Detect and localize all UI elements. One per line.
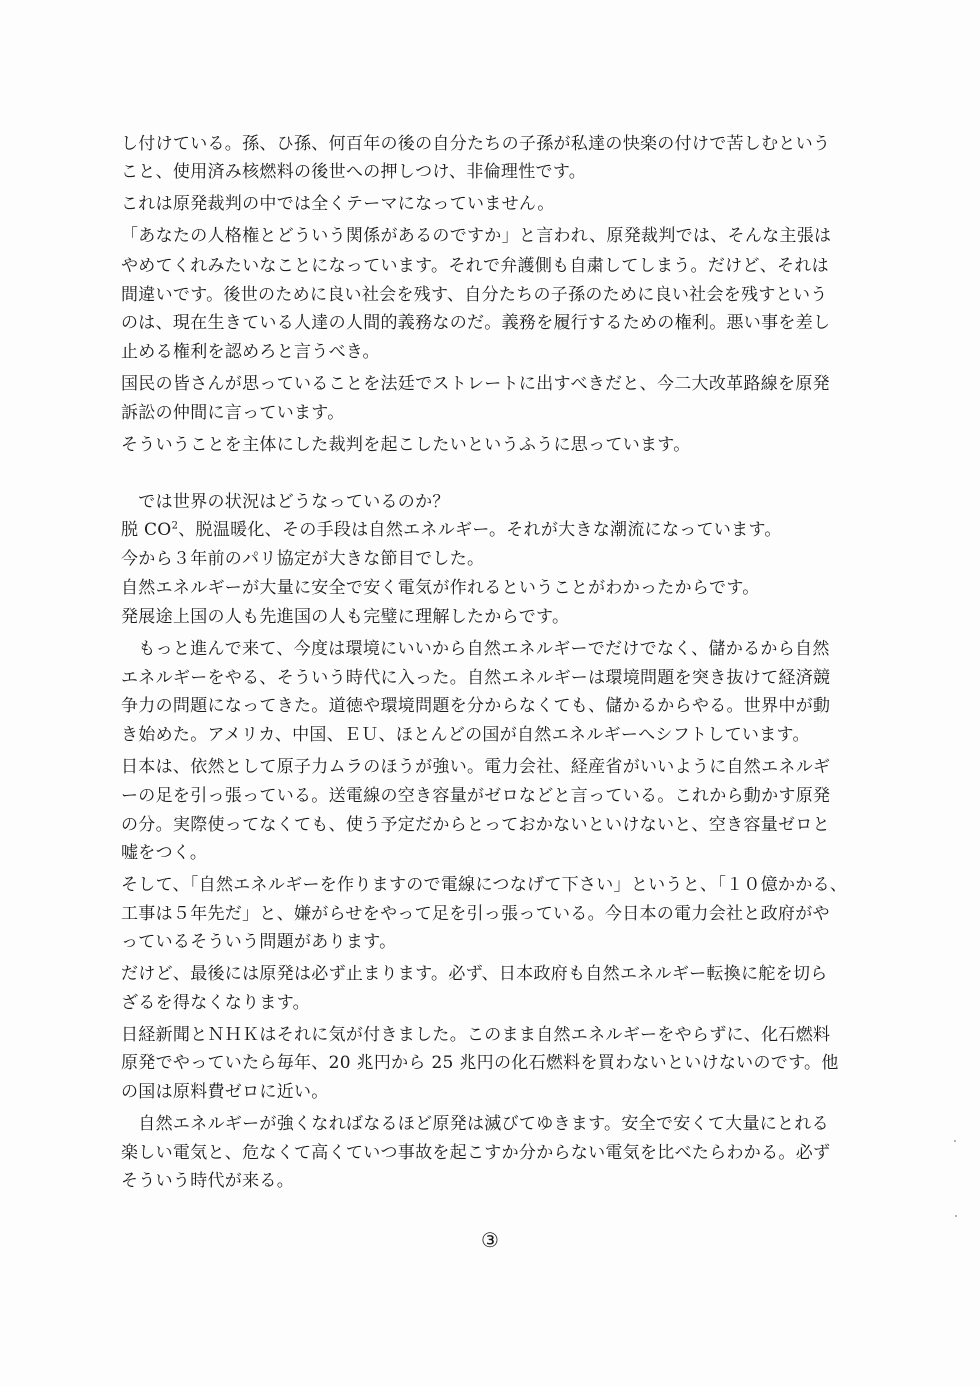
page-number: ③ — [481, 1228, 499, 1252]
text-line: 日経新聞とＮＨＫはそれに気が付きました。このまま自然エネルギーをやらずに、化石燃料 — [121, 1025, 831, 1045]
text-line: 原発でやっていたら毎年、20 兆円から 25 兆円の化石燃料を買わないといけないのです。他 — [121, 1053, 839, 1073]
text-line: 「あなたの人格権とどういう関係があるのですか」と言われ、原発裁判では、そんな主張は — [121, 226, 832, 246]
text-line: では世界の状況はどうなっているのか？ — [121, 492, 450, 512]
text-line-co2 — [121, 520, 782, 540]
text-line: 日本は、依然として原子力ムラのほうが強い。電力会社、経産省がいいように自然エネルギ — [121, 757, 831, 777]
text-line: し付けている。孫、ひ孫、何百年の後の自分たちの子孫が私達の快楽の付けで苦しむという — [121, 134, 831, 154]
text-line: そういうことを主体にした裁判を起こしたいというふうに思っています。 — [121, 435, 691, 455]
text-line: 争力の問題になってきた。道徳や環境問題を分からなくても、儲かるからやる。世界中が動 — [121, 696, 831, 716]
text-line: ざるを得なくなります。 — [121, 993, 310, 1013]
text-line: 止める権利を認めろと言うべき。 — [121, 342, 380, 362]
text-line: 間違いです。後世のために良い社会を残す、自分たちの子孫のために良い社会を残すという — [121, 285, 828, 305]
text-line: の国は原料費ゼロに近い。 — [121, 1082, 329, 1102]
text-line: エネルギーをやる、そういう時代に入った。自然エネルギーは環境問題を突き抜けて経済競 — [121, 668, 831, 688]
text-line: き始めた。アメリカ、中国、ＥＵ、ほとんどの国が自然エネルギーへシフトしています。 — [121, 725, 810, 745]
text-line: もっと進んで来て、今度は環境にいいから自然エネルギーでだけでなく、儲かるから自然 — [121, 639, 830, 659]
scan-speck — [954, 1140, 956, 1142]
text-line: これは原発裁判の中では全くテーマになっていません。 — [121, 194, 555, 214]
text-line: だけど、最後には原発は必ず止まります。必ず、日本政府も自然エネルギー転換に舵を切ら — [121, 964, 828, 984]
text-line: 自然エネルギーが強くなればなるほど原発は滅びてゆきます。安全で安くて大量にとれる — [121, 1114, 829, 1134]
text-line: 嘘をつく。 — [121, 843, 208, 863]
co2-superscript: 2 — [171, 520, 179, 532]
text-line: そういう時代が来る。 — [121, 1171, 294, 1191]
text-line: 訴訟の仲間に言っています。 — [121, 403, 345, 423]
text-line: 楽しい電気と、危なくて高くていつ事故を起こすか分からない電気を比べたらわかる。必ず — [121, 1143, 831, 1163]
text-line: の分。実際使ってなくても、使う予定だからとっておかないといけないと、空き容量ゼロと — [121, 815, 830, 835]
text-line: 国民の皆さんが思っていることを法廷でストレートに出すべきだと、今二大改革路線を原発 — [121, 374, 830, 394]
text-line: こと、使用済み核燃料の後世への押しつけ、非倫理性です。 — [121, 162, 587, 182]
text-line: のは、現在生きている人達の人間的義務なのだ。義務を履行するための権利。悪い事を差し — [121, 313, 831, 333]
text-line: 今から３年前のパリ協定が大きな節目でした。 — [121, 549, 485, 569]
co2-prefix: 脱 CO — [121, 520, 172, 540]
scan-speck — [955, 1215, 957, 1217]
text-line: やめてくれみたいなことになっています。それで弁護側も自粛してしまう。だけど、それは — [121, 256, 829, 276]
text-line: ーの足を引っ張っている。送電線の空き容量がゼロなどと言っている。これから動かす原発 — [121, 786, 831, 806]
text-line: そして、「自然エネルギーを作りますので電線につなげて下さい」というと、「１０億かかる、 — [121, 875, 848, 895]
text-line: っているそういう問題があります。 — [121, 932, 397, 952]
text-line: 発展途上国の人も先進国の人も完璧に理解したからです。 — [121, 607, 570, 627]
text-line: 自然エネルギーが大量に安全で安く電気が作れるということがわかったからです。 — [121, 578, 760, 598]
co2-rest: 、脱温暖化、その手段は自然エネルギー。それが大きな潮流になっています。 — [178, 520, 782, 540]
text-line: 工事は５年先だ」と、嫌がらせをやって足を引っ張っている。今日本の電力会社と政府がや — [121, 904, 830, 924]
